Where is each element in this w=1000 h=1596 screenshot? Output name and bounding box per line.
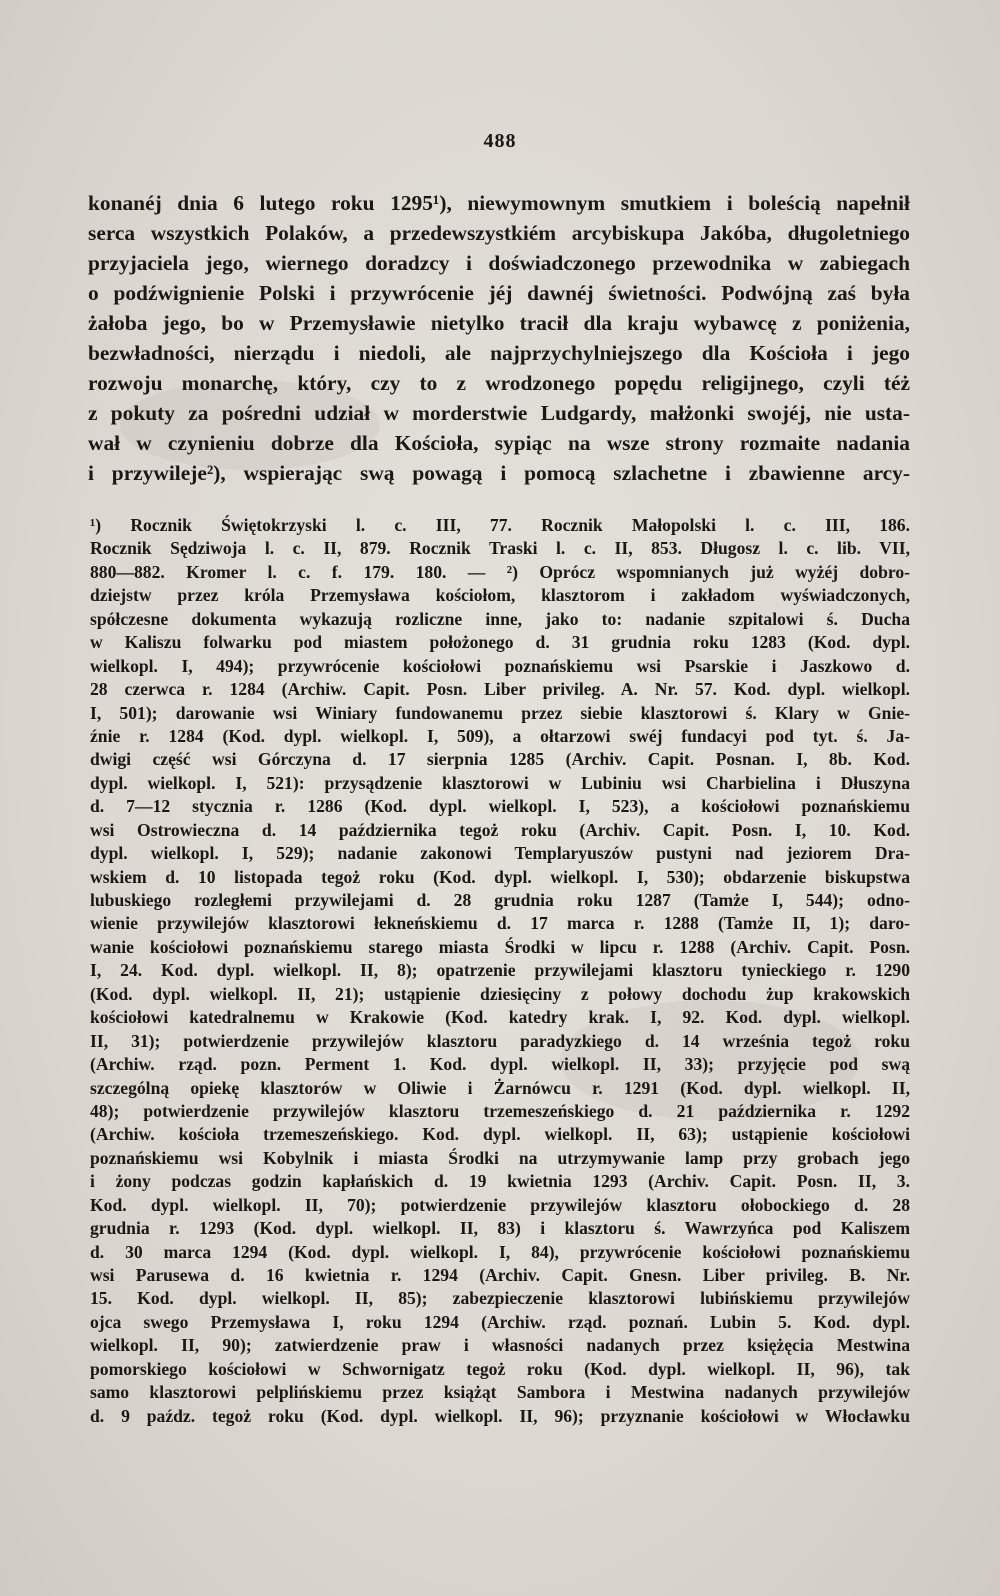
footnote-line: lubuskiego rozległemi przywilejami d. 28 grudnia roku 1287 (Tamże I, 544); odno- [90,890,910,910]
footnote-line: spółczesne dokumenta wykazują rozliczne inne, jako to: nadanie szpitalowi ś. Ducha [90,608,910,629]
footnote-line: wanie kościołowi poznańskiemu starego miasta Środki w lipcu r. 1288 (Archiv. Capit. Posn. [90,936,910,957]
footnote-line: źnie r. 1284 (Kod. dypl. wielkopl. I, 509), a ołtarzowi swéj fundacyi pod tyt. ś. Ja- [90,725,910,746]
footnote-line: II, 31); potwierdzenie przywilejów klasztoru paradyzkiego d. 14 września tegoż roku [90,1030,910,1051]
footnote-line: I, 24. Kod. dypl. wielkopl. II, 8); opatrzenie przywilejami klasztoru tynieckiego r. 1290 [90,960,910,981]
footnote-line: ¹) Rocznik Świętokrzyski l. c. III, 77. Rocznik Małopolski l. c. III, 186. [90,515,910,535]
footnote-line: dypl. wielkopl. I, 521): przysądzenie klasztorowi w Lubiniu wsi Charbielina i Dłuszyna [90,772,910,793]
footnote-line: I, 501); darowanie wsi Winiary fundowanemu przez siebie klasztorowi ś. Klary w Gnie- [90,702,910,723]
footnote-line: i żony podczas godzin kapłańskich d. 19 kwietnia 1293 (Archiv. Capit. Posn. II, 3. [90,1171,910,1192]
footnote-line: pomorskiego kościołowi w Schwornigatz tegoż roku (Kod. dypl. wielkopl. II, 96), tak [90,1358,910,1379]
text-line: wał w czynieniu dobrze dla Kościoła, sypiąc na wsze strony rozmaite nadania [88,431,910,455]
text-line: z pokuty za pośredni udział w morderstwie Ludgardy, małżonki swojéj, nie usta- [88,401,910,425]
footnote-line: (Kod. dypl. wielkopl. II, 21); ustąpienie dziesięciny z połowy dochodu żup krakowskich [90,983,910,1004]
footnote-line: 880—882. Kromer l. c. f. 179. 180. — ²) Oprócz wspomnianych już wyżéj dobro- [90,561,910,582]
footnote-line: wsi Parusewa d. 16 kwietnia r. 1294 (Archiv. Capit. Gnesn. Liber privileg. B. Nr. [90,1265,910,1285]
text-line: konanéj dnia 6 lutego roku 1295¹), niewymownym smutkiem i boleścią napełnił [88,191,910,215]
footnote-line: wienie przywilejów klasztorowi łekneńskiemu d. 17 marca r. 1288 (Tamże II, 1); daro- [90,913,910,934]
footnote-line: (Archiw. kościoła trzemeszeńskiego. Kod. dypl. wielkopl. II, 63); ustąpienie kościołowi [90,1124,910,1145]
footnote-line: w Kaliszu folwarku pod miastem położonego d. 31 grudnia roku 1283 (Kod. dypl. [90,632,910,653]
footnote-line: d. 30 marca 1294 (Kod. dypl. wielkopl. I, 84), przywrócenie kościołowi poznańskiemu [90,1241,910,1262]
text-line: serca wszystkich Polaków, a przedewszystkiém arcybiskupa Jakóba, długoletniego [88,221,910,245]
footnote-line: Rocznik Sędziwoja l. c. II, 879. Rocznik Traski l. c. II, 853. Długosz l. c. lib. VII, [90,538,910,559]
footnote-line: Kod. dypl. wielkopl. II, 70); potwierdzenie przywilejów klasztoru ołobockiego d. 28 [90,1194,910,1215]
footnote-line: wielkopl. I, 494); przywrócenie kościołowi poznańskiemu wsi Psarskie i Jaszkowo d. [90,655,910,676]
footnote-line: dwigi część wsi Górczyna d. 17 sierpnia 1285 (Archiv. Capit. Posnan. I, 8b. Kod. [90,749,910,770]
page-number: 488 [483,130,517,152]
footnote-line: kościołowi katedralnemu w Krakowie (Kod. katedry krak. I, 92. Kod. dypl. wielkopl. [90,1007,910,1028]
text-line: i przywileje²), wspierając swą powagą i pomocą szlachetne i zbawienne arcy- [88,461,910,485]
footnote-line: samo klasztorowi pelplińskiemu przez książąt Sambora i Mestwina nadanych przywilejów [90,1382,910,1403]
footnote-line: wskiem d. 10 listopada tegoż roku (Kod. dypl. wielkopl. I, 530); obdarzenie biskupstwa [90,866,910,887]
footnote-line: grudnia r. 1293 (Kod. dypl. wielkopl. II, 83) i klasztoru ś. Wawrzyńca pod Kaliszem [90,1218,910,1239]
footnote-line: 48); potwierdzenie przywilejów klasztoru trzemeszeńskiego d. 21 października r. 1292 [90,1100,910,1121]
text-line: o podźwignienie Polski i przywrócenie jéj dawnéj świetności. Podwójną zaś była [88,281,910,305]
main-text [88,188,910,488]
footnote-line: ojca swego Przemysława I, roku 1294 (Archiw. rząd. poznań. Lubin 5. Kod. dypl. [90,1311,910,1332]
footnote-line: poznańskiemu wsi Kobylnik i miasta Środki na utrzymywanie lamp przy grobach jego [90,1147,910,1168]
text-line: bezwładności, nierządu i niedoli, ale najprzychylniejszego dla Kościoła i jego [88,341,910,365]
text-line: przyjaciela jego, wiernego doradzcy i doświadczonego przewodnika w zabiegach [88,251,910,275]
footnote-line: wsi Ostrowieczna d. 14 października tegoż roku (Archiv. Capit. Posn. I, 10. Kod. [90,819,910,840]
footnote-line: dypl. wielkopl. I, 529); nadanie zakonowi Templaryuszów pustyni nad jeziorem Dra- [90,843,910,864]
footnote-line: 15. Kod. dypl. wielkopl. II, 85); zabezpieczenie klasztorowi lubińskiemu przywilejów [90,1288,910,1309]
footnote-line: 28 czerwca r. 1284 (Archiw. Capit. Posn. Liber privileg. A. Nr. 57. Kod. dypl. wielkopl. [90,679,910,700]
footnotes [90,514,910,1428]
text-line: rozwoju monarchę, który, czy to z wrodzonego popędu religijnego, czyli téż [88,371,910,395]
footnote-line: d. 9 paźdz. tegoż roku (Kod. dypl. wielkopl. II, 96); przyznanie kościołowi w Włocławku [90,1405,910,1426]
footnote-line: d. 7—12 stycznia r. 1286 (Kod. dypl. wielkopl. I, 523), a kościołowi poznańskiemu [90,796,910,817]
footnote-line: dziejstw przez króla Przemysława kościołom, klasztorom i zakładom wyświadczonych, [90,585,910,606]
footnote-line: szczególną opiekę klasztorów w Oliwie i Żarnówcu r. 1291 (Kod. dypl. wielkopl. II, [90,1077,910,1098]
footnote-line: wielkopl. II, 90); zatwierdzenie praw i własności nadanych przez księżęcia Mestwina [90,1335,910,1356]
text-line: żałoba jego, bo w Przemysławie nietylko tracił dla kraju wybawcę z poniżenia, [88,311,910,335]
footnote-line: (Archiw. rząd. pozn. Perment 1. Kod. dypl. wielkopl. II, 33); przyjęcie pod swą [90,1054,910,1075]
